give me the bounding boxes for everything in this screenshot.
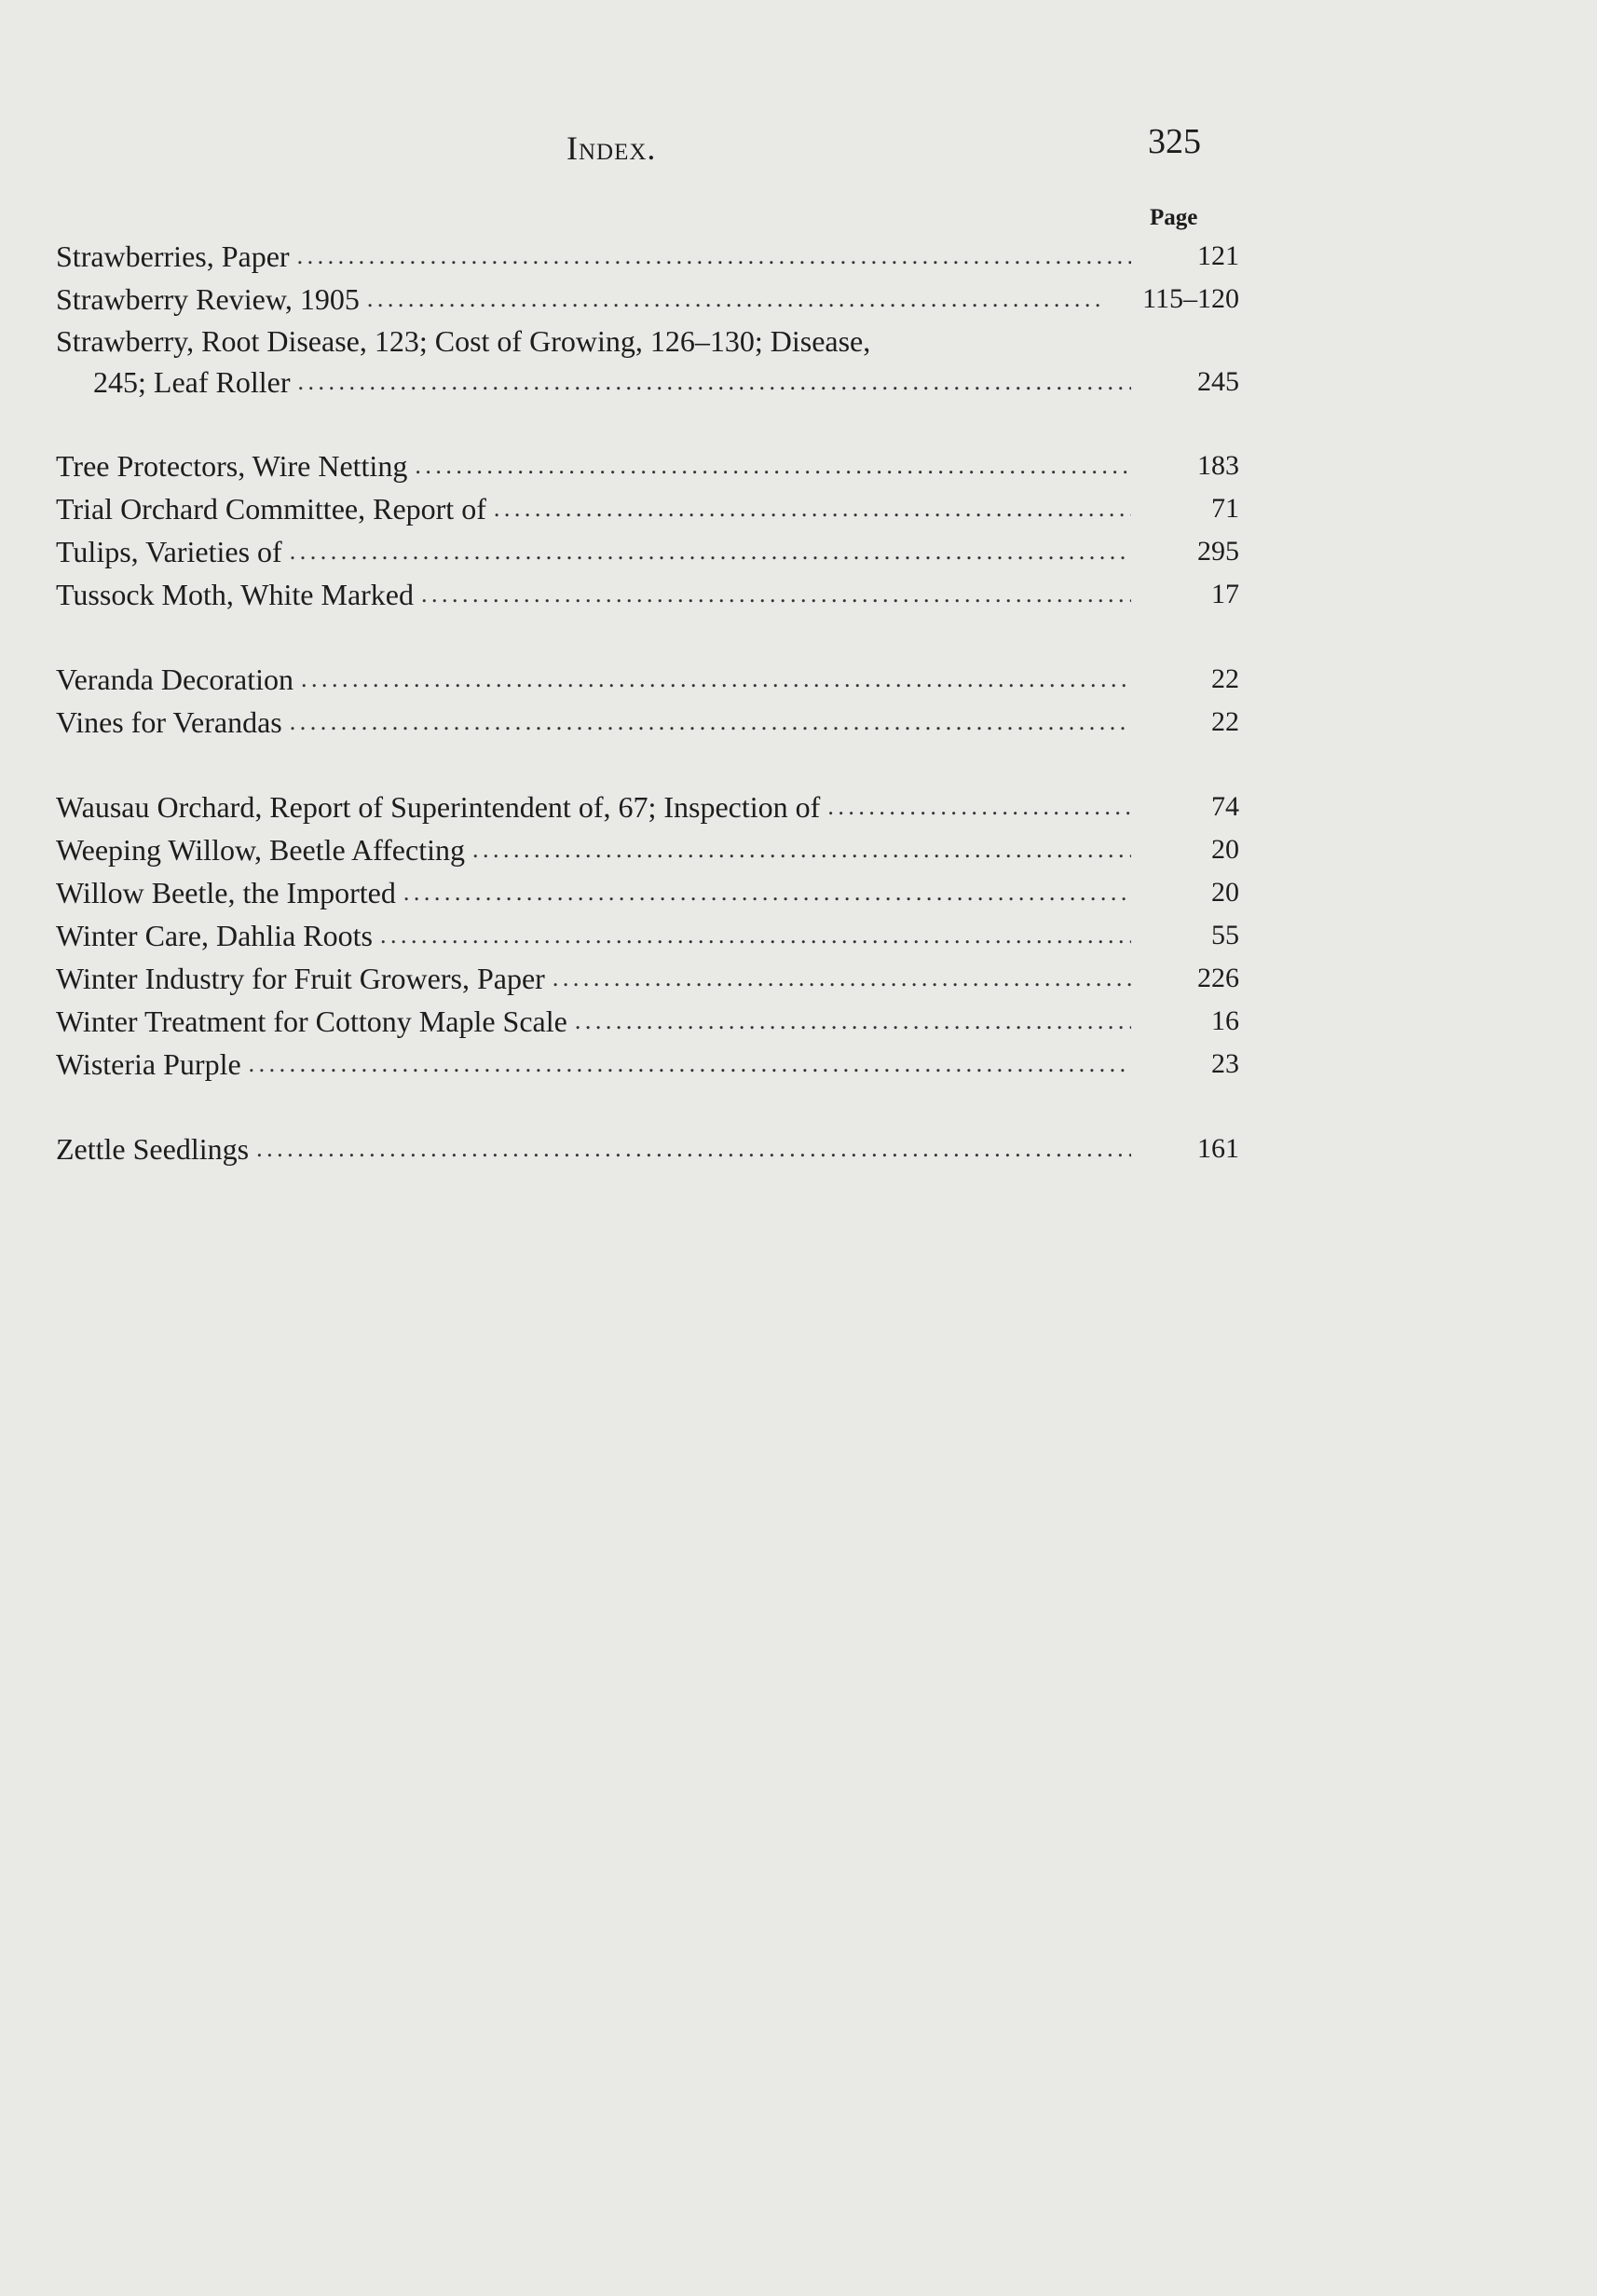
index-entry-text: Veranda Decoration <box>56 663 293 696</box>
dot-leader <box>290 701 1131 744</box>
index-entry <box>56 530 1239 573</box>
dot-leader <box>403 871 1131 914</box>
index-group <box>56 444 1239 616</box>
index-entry-text: Willow Beetle, the Imported <box>56 876 396 909</box>
dot-leader <box>297 235 1131 278</box>
index-entry <box>56 235 1239 278</box>
index-entry <box>56 957 1239 1000</box>
dot-leader <box>256 1128 1131 1170</box>
index-entry <box>56 444 1239 487</box>
index-entry-text: Strawberry Review, 1905 <box>56 282 360 316</box>
index-entry-page: 121 <box>1197 240 1239 271</box>
index-entry-page: 71 <box>1211 493 1239 524</box>
running-head-title: Index. <box>566 130 657 167</box>
index-entry <box>56 321 1239 403</box>
index-entry-text: Weeping Willow, Beetle Affecting <box>56 833 465 867</box>
index-entry-page: 115–120 <box>1142 283 1239 314</box>
page-number: 325 <box>1148 122 1201 161</box>
index-entry <box>56 1128 1239 1170</box>
index-entry <box>56 658 1239 701</box>
index-entry <box>56 786 1239 828</box>
dot-leader <box>494 487 1131 530</box>
index-group <box>56 235 1239 403</box>
page-column-header: Page <box>1150 205 1198 230</box>
index-entry-page: 16 <box>1211 1005 1239 1036</box>
index-entry-page: 226 <box>1197 963 1239 993</box>
index-entry-page: 183 <box>1197 450 1239 481</box>
index-entry-text: Wisteria Purple <box>56 1047 241 1081</box>
dot-leader <box>827 786 1131 828</box>
index-entry-text: 245; Leaf Roller <box>93 365 291 399</box>
index-entry-page: 295 <box>1197 536 1239 567</box>
index-entry-text: Strawberry, Root Disease, 123; Cost of Growing, 126–130; Disease, <box>56 324 871 358</box>
dot-leader <box>249 1043 1131 1086</box>
index-entry <box>56 828 1239 871</box>
index-entry-page: 74 <box>1211 791 1239 822</box>
index-entry-text: Tulips, Varieties of <box>56 535 282 568</box>
index-entry-text: Trial Orchard Committee, Report of <box>56 492 486 526</box>
index-entry <box>56 278 1239 321</box>
dot-leader <box>290 530 1131 573</box>
dot-leader <box>367 278 1103 321</box>
index-list <box>56 235 1239 1212</box>
index-entry <box>56 914 1239 957</box>
index-entry-text: Winter Treatment for Cottony Maple Scale <box>56 1004 567 1038</box>
dot-leader <box>301 658 1131 701</box>
index-entry-page: 161 <box>1197 1133 1239 1164</box>
index-entry-page: 245 <box>1197 366 1239 397</box>
index-entry <box>56 1000 1239 1043</box>
dot-leader <box>553 957 1131 1000</box>
index-group <box>56 658 1239 744</box>
index-entry <box>56 1043 1239 1086</box>
index-entry-page: 55 <box>1211 920 1239 950</box>
index-entry-page: 20 <box>1211 877 1239 908</box>
dot-leader <box>472 828 1131 871</box>
index-entry <box>56 871 1239 914</box>
index-group <box>56 1128 1239 1170</box>
index-entry-text: Zettle Seedlings <box>56 1132 250 1166</box>
index-entry <box>56 487 1239 530</box>
index-entry-text: Strawberries, Paper <box>56 239 290 273</box>
index-entry <box>56 701 1239 744</box>
index-entry-page: 22 <box>1211 663 1239 694</box>
index-entry-page: 22 <box>1211 706 1239 737</box>
dot-leader <box>380 914 1131 957</box>
index-entry-text: Tree Protectors, Wire Netting <box>56 449 408 483</box>
index-entry-text: Tussock Moth, White Marked <box>56 578 414 611</box>
index-group <box>56 786 1239 1086</box>
index-entry-text: Vines for Verandas <box>56 705 282 739</box>
index-entry-text: Winter Industry for Fruit Growers, Paper <box>56 962 545 995</box>
index-entry-page: 20 <box>1211 834 1239 865</box>
index-entry-text: Winter Care, Dahlia Roots <box>56 919 373 952</box>
index-entry-text: Wausau Orchard, Report of Superintendent of, 67; Inspection of <box>56 790 821 824</box>
dot-leader <box>415 444 1131 487</box>
index-entry-page: 17 <box>1211 579 1239 609</box>
index-entry <box>56 573 1239 616</box>
dot-leader <box>421 573 1131 616</box>
index-entry-page: 23 <box>1211 1048 1239 1079</box>
dot-leader <box>575 1000 1131 1043</box>
dot-leader <box>297 362 1131 403</box>
